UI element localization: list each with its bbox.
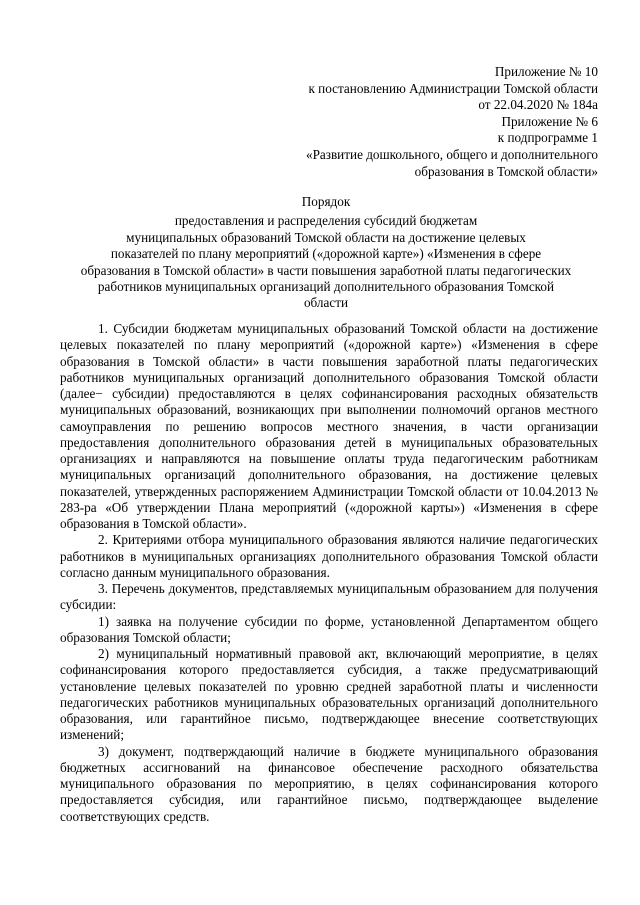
- list-item-1: 1) заявка на получение субсидии по форме, установленной Департаментом общего образования Томской области;: [60, 613, 598, 645]
- header-line-subprogram: к подпрограмме 1: [497, 130, 598, 146]
- paragraph-2: 2. Критериями отбора муниципального образования являются наличие педагогических работников в муниципальных организациях дополнительного образования Томской области согласно данным муниципального образования.: [60, 532, 598, 580]
- header-line-program-name-1: «Развитие дошкольного, общего и дополнительного: [305, 146, 598, 162]
- title-line-4: показателей по плану мероприятий («дорожной карте») «Изменения в сфере: [110, 246, 542, 262]
- header-line-appendix-10: Приложение № 10: [494, 64, 598, 79]
- title-line-5: образования в Томской области» в части повышения заработной платы педагогических: [80, 262, 572, 278]
- paragraph-3: 3. Перечень документов, представляемых муниципальным образованием для получения субсидии:: [60, 581, 598, 613]
- list-item-2: 2) муниципальный нормативный правовой акт, включающий мероприятие, в целях софинансирования которого предоставляется субсидия, а также предусматривающий установление целевых показателей по уровню средней заработной платы и численности педагогических работников муниципальных образовательных организаций дополнительного образования, или гарантийное письмо, подтверждающее внесение соответствующих изменений;: [60, 646, 598, 743]
- header-line-resolution: к постановлению Администрации Томской области: [308, 80, 598, 96]
- title-line-7: области: [303, 295, 349, 311]
- paragraph-1: 1. Субсидии бюджетам муниципальных образований Томской области на достижение целевых показателей по плану мероприятий («дорожной карте») «Изменения в сфере образования в Томской области» в части повышения заработной платы педагогических работников муниципальных организаций дополнительного образования Томской области (далее− субсидии) предоставляются в целях софинансирования расходных обязательств муниципальных образований, возникающих при выполнении полномочий органов местного самоуправления по решению вопросов местного значения, в части организации предоставления дополнительного образования детей в муниципальных образовательных организациях и направляются на повышение оплаты труда педагогическим работникам муниципальных организаций дополнительного образования, на достижение целевых показателей, утвержденных распоряжением Администрации Томской области от 10.04.2013 № 283-ра «Об утверждении Плана мероприятий («дорожной карты») «Изменения в сфере образования в Томской области».: [60, 321, 598, 531]
- appendix-header: [178, 64, 598, 180]
- document-body: [60, 321, 598, 825]
- title-line-2: предоставления и распределения субсидий бюджетам: [174, 213, 478, 229]
- document-title: [50, 194, 602, 312]
- list-item-3: 3) документ, подтверждающий наличие в бюджете муниципального образования бюджетных ассигнований на финансовое обеспечение расходного обязательства муниципального образования по мероприятию, в целях софинансирования которого предоставляется субсидия, или гарантийное письмо, подтверждающее выделение соответствующих средств.: [60, 743, 598, 824]
- title-line-1: Порядок: [301, 194, 351, 209]
- title-line-6: работников муниципальных организаций дополнительного образования Томской: [97, 279, 555, 295]
- header-line-program-name-2: образования в Томской области»: [414, 163, 598, 179]
- title-line-3: муниципальных образований Томской области на достижение целевых: [126, 229, 526, 245]
- header-line-appendix-6: Приложение № 6: [501, 113, 598, 129]
- header-line-date: от 22.04.2020 № 184а: [478, 97, 598, 113]
